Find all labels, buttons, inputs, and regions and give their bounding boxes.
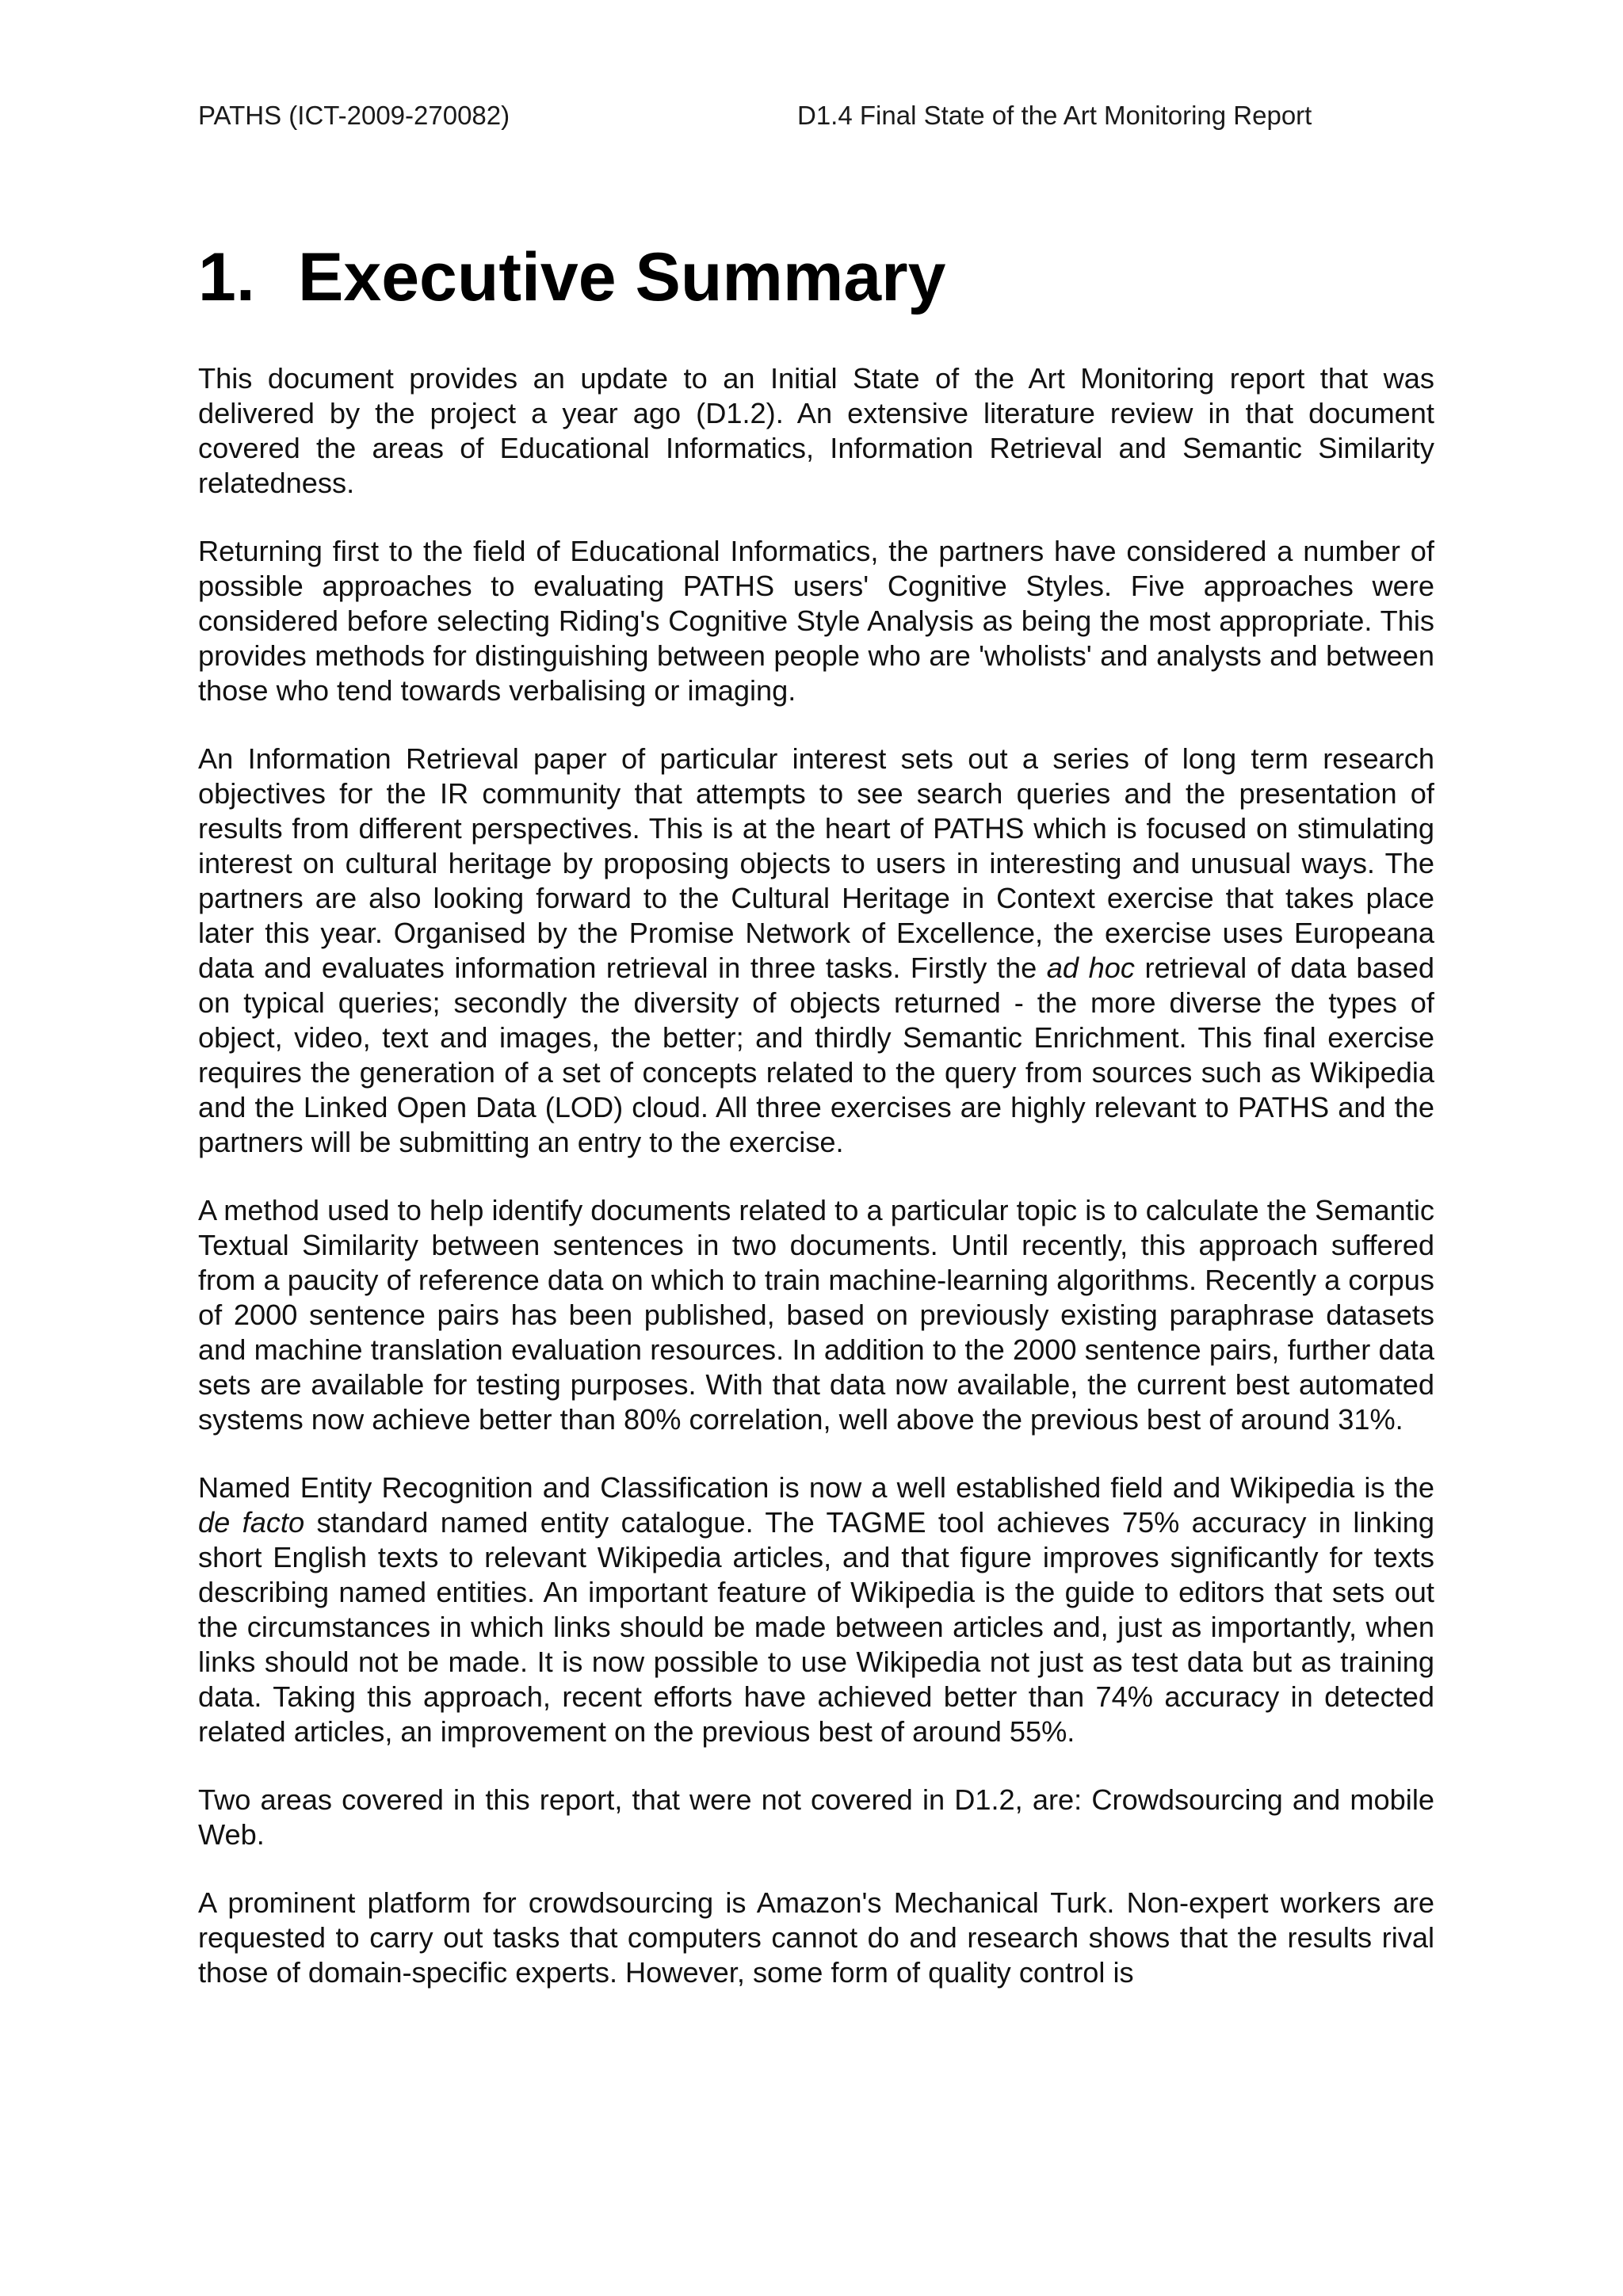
paragraph-3-emphasis: ad hoc: [1046, 952, 1135, 984]
paragraph-5-text-b: standard named entity catalogue. The TAGME tool achieves 75% accuracy in linking short English texts to relevant Wikipedia articles, and that figure improves significantly for texts describing named entities. An important feature of Wikipedia is the guide to editors that sets out the circumstances in which links should be made between articles and, just as importantly, when links should not be made. It is now possible to use Wikipedia not just as test data but as training data. Taking this approach, recent efforts have achieved better than 74% accuracy in detected related articles, an improvement on the previous best of around 55%.: [198, 1506, 1434, 1748]
paragraph-4: A method used to help identify documents related to a particular topic is to calculate the Semantic Textual Similarity between sentences in two documents. Until recently, this approach suffered from a paucity of reference data on which to train machine-learning algorithms. Recently a corpus of 2000 sentence pairs has been published, based on previously existing paraphrase datasets and machine translation evaluation resources. In addition to the 2000 sentence pairs, further data sets are available for testing purposes. With that data now available, the current best automated systems now achieve better than 80% correlation, well above the previous best of around 31%.: [198, 1194, 1434, 1436]
section-heading: [198, 230, 1434, 325]
paragraph-6: Two areas covered in this report, that were not covered in D1.2, are: Crowdsourcing and mobile Web.: [198, 1783, 1434, 1851]
paragraph-5: [198, 1470, 1434, 1749]
paragraph-1: This document provides an update to an Initial State of the Art Monitoring report that was delivered by the project a year ago (D1.2). An extensive literature review in that document covered the areas of Educational Informatics, Information Retrieval and Semantic Similarity relatedness.: [198, 362, 1434, 499]
paragraph-3-text-b: retrieval of data based on typical queries; secondly the diversity of objects returned - the more diverse the types of object, video, text and images, the better; and thirdly Semantic Enrichment. This final exercise requires the generation of a set of concepts related to the query from sources such as Wikipedia and the Linked Open Data (LOD) cloud. All three exercises are highly relevant to PATHS and the partners will be submitting an entry to the exercise.: [198, 952, 1434, 1158]
page-header: [198, 98, 1434, 133]
section-number: 1.: [198, 239, 255, 315]
header-report-title: D1.4 Final State of the Art Monitoring Report: [797, 101, 1312, 130]
header-project-id: PATHS (ICT-2009-270082): [198, 101, 510, 130]
paragraph-3: [198, 742, 1434, 1160]
paragraph-2: Returning first to the field of Educational Informatics, the partners have considered a number of possible approaches to evaluating PATHS users' Cognitive Styles. Five approaches were considered before selecting Riding's Cognitive Style Analysis as being the most appropriate. This provides methods for distinguishing between people who are 'wholists' and analysts and between those who tend towards verbalising or imaging.: [198, 535, 1434, 707]
paragraph-5-text-a: Named Entity Recognition and Classification is now a well established field and Wikipedia is the: [198, 1471, 1434, 1504]
document-body: [198, 230, 1434, 2023]
paragraph-3-text-a: An Information Retrieval paper of particular interest sets out a series of long term research objectives for the IR community that attempts to see search queries and the presentation of results from different perspectives. This is at the heart of PATHS which is focused on stimulating interest on cultural heritage by proposing objects to users in interesting and unusual ways. The partners are also looking forward to the Cultural Heritage in Context exercise that takes place later this year. Organised by the Promise Network of Excellence, the exercise uses Europeana data and evaluates information retrieval in three tasks. Firstly the: [198, 742, 1434, 984]
paragraph-7: A prominent platform for crowdsourcing is Amazon's Mechanical Turk. Non-expert workers are requested to carry out tasks that computers cannot do and research shows that the results rival those of domain-specific experts. However, some form of quality control is: [198, 1886, 1434, 1989]
paragraph-5-emphasis: de facto: [198, 1506, 305, 1539]
section-title: Executive Summary: [298, 239, 946, 315]
